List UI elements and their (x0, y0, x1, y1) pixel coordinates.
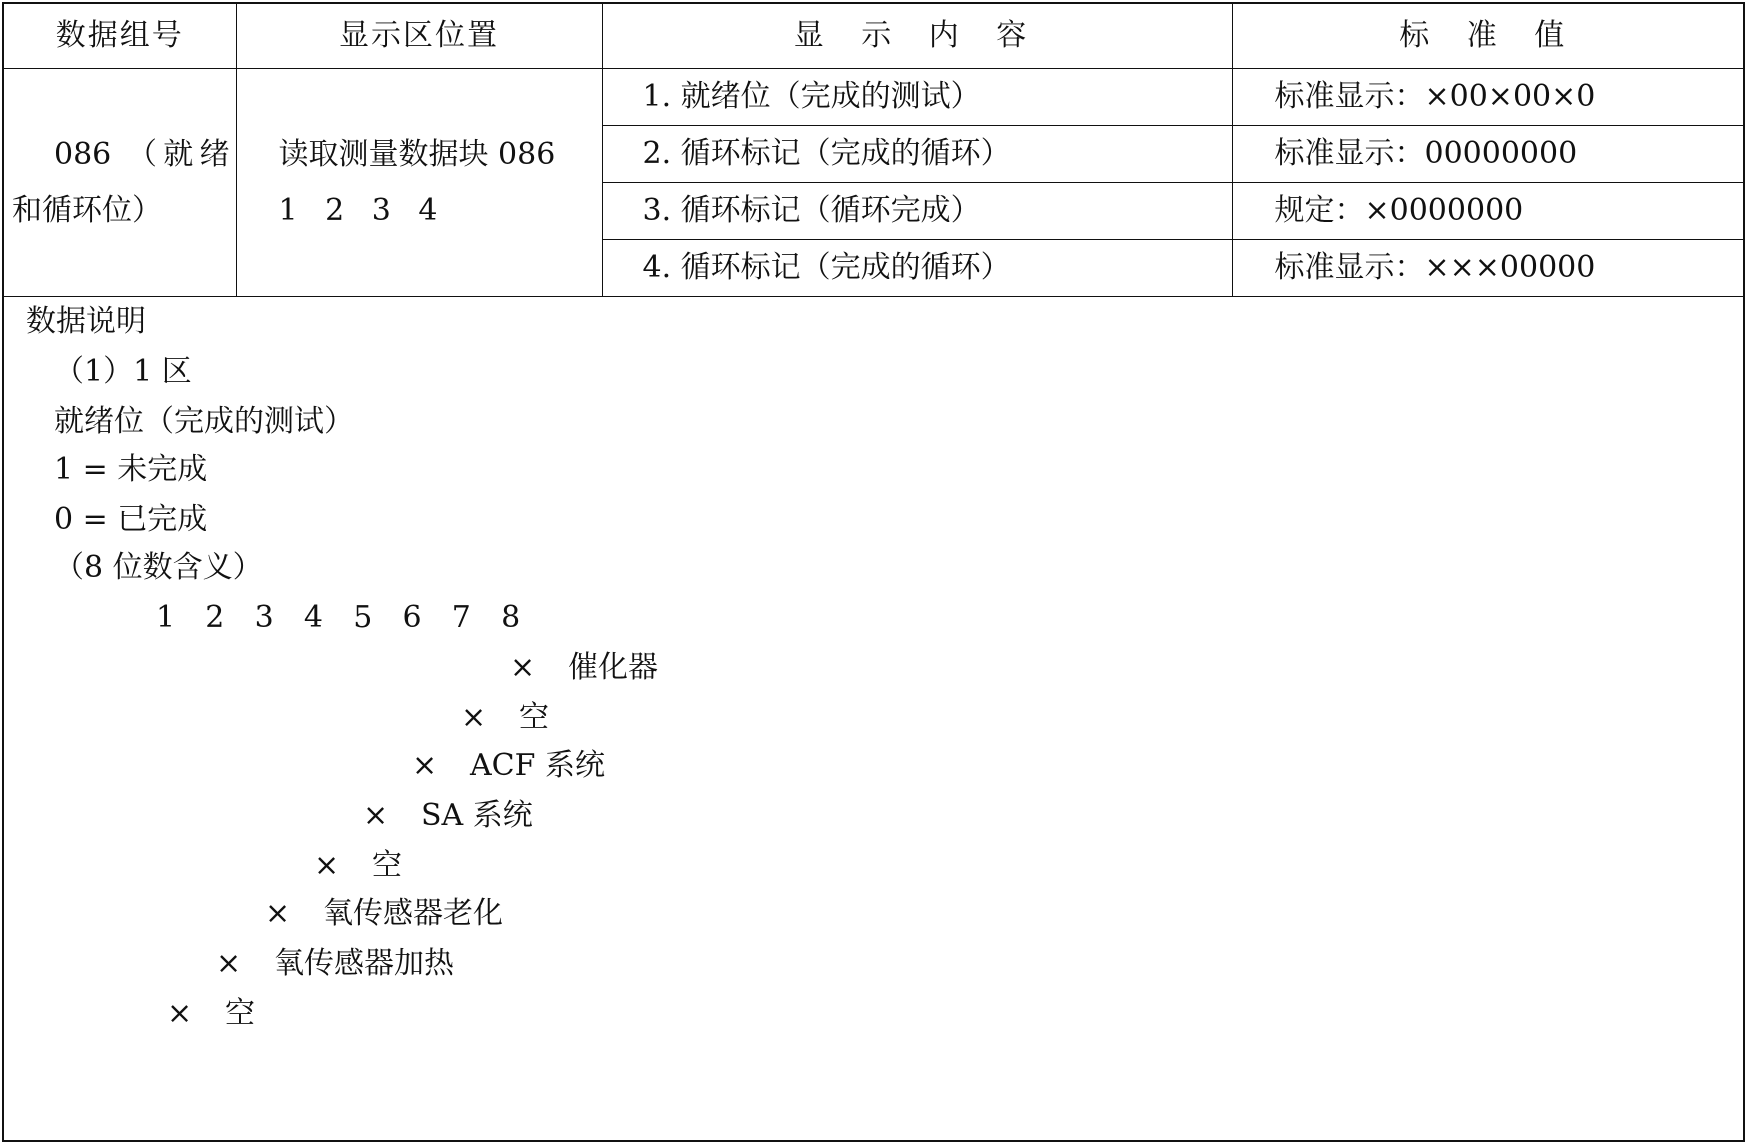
bit-marker: × (412, 748, 438, 783)
bit-legend-item (412, 746, 605, 786)
bit-legend-item (363, 796, 533, 836)
group-number-line2: 和循环位） (12, 192, 162, 228)
notes-subtitle: 就绪位（完成的测试） (54, 404, 354, 439)
digit-label: 6 (402, 600, 422, 635)
bit-legend-item (461, 698, 549, 738)
bit-label: SA 系统 (421, 798, 533, 833)
digit-label: 4 (303, 600, 323, 635)
table-row (4, 69, 1745, 126)
bit-marker: × (216, 946, 242, 981)
zone-heading: （1）1 区 (54, 354, 192, 389)
bit-marker: × (314, 848, 340, 883)
row-content: 1. 就绪位（完成的测试） (602, 69, 1232, 126)
bit-label: 催化器 (568, 650, 658, 685)
bit-label: 空 (372, 848, 402, 883)
bit-marker: × (265, 896, 291, 931)
row-content: 2. 循环标记（完成的循环） (602, 126, 1232, 183)
digit-label: 3 (254, 600, 274, 635)
row-content: 4. 循环标记（完成的循环） (602, 240, 1232, 297)
document-page (2, 2, 1745, 1142)
bit-legend-item (216, 944, 454, 984)
digit-label: 5 (353, 600, 373, 635)
data-description-section (4, 302, 1745, 1142)
row-content: 3. 循环标记（循环完成） (602, 183, 1232, 240)
bit-label: 空 (519, 700, 549, 735)
header-standard-value: 标 准 值 (1232, 4, 1745, 69)
row-standard-value: 标准显示：×××00000 (1232, 240, 1745, 297)
row-standard-value: 标准显示：00000000 (1232, 126, 1745, 183)
digit-label: 1 (156, 600, 176, 635)
bit-legend-item (510, 648, 658, 688)
row-standard-value: 标准显示：×00×00×0 (1232, 69, 1745, 126)
bit-legend-item (265, 894, 503, 934)
bit-legend-item (314, 846, 402, 886)
bit-label: ACF 系统 (470, 748, 605, 783)
header-group-number: 数据组号 (4, 4, 236, 69)
display-position-cell (236, 69, 602, 297)
data-block-table (4, 4, 1745, 297)
bit-legend-item (167, 994, 255, 1034)
row-standard-value: 规定：×0000000 (1232, 183, 1745, 240)
digit-positions (156, 598, 550, 638)
digit-label: 8 (501, 600, 521, 635)
meaning-complete: 0 = 已完成 (54, 502, 208, 537)
bit-label: 氧传感器加热 (274, 946, 454, 981)
table-header-row (4, 4, 1745, 69)
header-display-content: 显 示 内 容 (602, 4, 1232, 69)
group-number-cell (4, 69, 236, 297)
bit-marker: × (167, 996, 193, 1031)
display-position-line2: 1 2 3 4 (278, 192, 438, 228)
bit-marker: × (363, 798, 389, 833)
digit-label: 2 (205, 600, 225, 635)
bit-label: 空 (225, 996, 255, 1031)
bit-label: 氧传感器老化 (323, 896, 503, 931)
notes-title: 数据说明 (26, 304, 146, 339)
header-display-position: 显示区位置 (236, 4, 602, 69)
display-position-line1: 读取测量数据块 086 (278, 136, 556, 172)
group-number-line1: 086 （就绪 (54, 136, 230, 172)
bit-marker: × (510, 650, 536, 685)
digits-caption: （8 位数含义） (54, 550, 263, 585)
digit-label: 7 (451, 600, 471, 635)
bit-marker: × (461, 700, 487, 735)
meaning-incomplete: 1 = 未完成 (54, 452, 208, 487)
